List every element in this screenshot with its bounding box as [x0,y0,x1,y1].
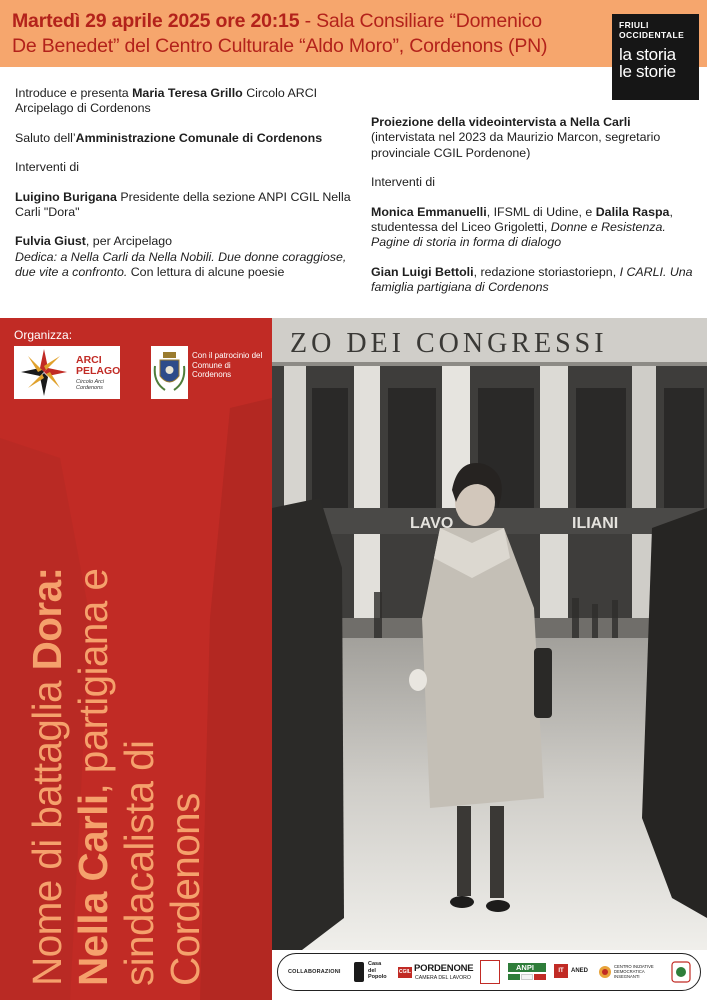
casa-text-1: Casa [368,961,382,967]
event-date-venue-line1 [12,9,542,33]
speaker2-name: Fulvia Giust [15,234,86,249]
event-venue-line2: De Benedet” del Centro Culturale “Aldo Moro”, Cordenons (PN) [12,35,548,57]
title-line-4: Cordenons [162,793,208,986]
title-line1-light: Nome di battaglia [24,670,70,986]
speaker1-role: Presidente della sezione ANPI CGIL Nella Carli "Dora" [15,189,351,220]
event-venue-start: - Sala Consiliare “Domenico [299,10,542,32]
program-saluto [15,131,360,146]
title-line-1 [24,416,70,986]
round-badge-icon [670,960,692,984]
banner-text-right: ILIANI [572,515,619,532]
program-speaker-3 [371,205,699,251]
patrocinio-text: Con il patrocinio del Comune di Cordenons [192,351,263,379]
aned-logo [554,960,592,984]
badge-title-line1: la storia [619,45,676,64]
cidi-logo [598,960,658,984]
badge-region-line2: OCCIDENTALE [619,30,685,40]
camera-lavoro-text: CAMERA DEL LAVORO [415,975,471,981]
speaker3-mid: , IFSML di Udine, e [486,204,596,219]
cgil-pordenone-logo [398,960,476,984]
speaker3b-name: Dalila Raspa [595,204,670,219]
intro-prefix: Introduce e presenta [15,86,133,100]
title-line-3: sindacalista di [116,740,162,986]
program-left-column [15,86,360,295]
title-line2-bold: Nella Carli [70,794,116,986]
speaker3-talk-title: Donne e Resistenza. Pagine di storia in forma di dialogo [371,220,666,250]
speaker4-role: , redazione storiastoriepn, [473,264,620,279]
aned-text: ANED [571,968,589,974]
casa-text-3: Popolo [368,974,387,980]
intro-rest: Circolo ARCI Arcipelago di Cordenons [15,86,318,116]
program-intro [15,86,360,117]
anpi-text: ANPI [516,963,534,972]
header-band [0,0,707,67]
program-interventi-heading: Interventi di [15,160,80,175]
event-title [24,416,208,986]
historical-photo [272,318,707,950]
speaker4-name: Gian Luigi Bettoli [371,264,474,279]
building-sign-text: ZO DEI CONGRESSI [290,328,608,359]
speaker2-role: , per Arcipelago [85,234,173,249]
title-line-2 [70,416,116,986]
casa-fist-icon [352,960,366,984]
crest-icon [151,346,188,399]
program-proiezione [371,115,699,161]
arci-name-line2: PELAGO [76,365,121,377]
anpi-logo [508,960,546,984]
saluto-prefix: Saluto dell’ [15,130,76,145]
badge-region-line1: FRIULI [619,20,649,30]
speaker2-dedica: Dedica: a Nella Carli da Nella Nobili. Due donne coraggiose, due vite a confronto. [15,249,347,280]
cgil-mark: CGIL [398,967,412,978]
event-date-time: Martedì 29 aprile 2025 ore 20:15 [12,10,300,32]
red-emblem-logo [480,960,500,984]
banner-text-left: LAVO [410,515,454,532]
collaborazioni-label: COLLABORAZIONI [288,969,341,975]
arci-sub-line1: Circolo Arci [76,379,104,385]
compass-rose-icon [18,346,70,399]
title-line2-light: , partigiana e [70,568,116,795]
program-speaker-2 [15,234,360,280]
pordenone-text: PORDENONE [414,963,474,974]
speaker2-tail: Con lettura di alcune poesie [127,265,285,280]
arci-sub-line2: Cordenons [76,385,103,391]
intro-name: Maria Teresa Grillo [132,86,243,100]
la-storia-le-storie-logo [612,14,699,100]
arcipelago-logo [14,346,120,399]
collaborazioni-bar [277,953,701,991]
cidi-text-3: INSEGNANTI [614,974,640,979]
it-mark: IT [554,964,568,978]
speaker3-name: Monica Emmanuelli [371,204,487,219]
title-line1-bold: Dora: [24,567,70,671]
program-speaker-4 [371,265,699,296]
casa-del-popolo-logo [352,960,392,984]
speaker3b-role: , studentessa del Liceo Grigoletti, [371,204,673,235]
program-speaker-1 [15,190,360,221]
cidi-text-1: CENTRO INIZIATIVE [614,964,654,969]
cordenons-crest [151,346,188,399]
badge-title-line2: le storie [619,62,676,81]
proiezione-title: Proiezione della videointervista a Nella Carli [371,115,631,129]
round-badge-logo [670,960,692,984]
speaker1-name: Luigino Burigana [15,189,117,204]
cidi-text-2: DEMOCRATICA [614,969,645,974]
proiezione-note: (intervistata nel 2023 da Maurizio Marcon, segretario provinciale CGIL Pordenone) [371,130,661,160]
arci-name-line1: ARCI [76,354,102,366]
organizza-label: Organizza: [14,328,73,342]
casa-text-2: del [368,967,376,974]
program-right-column [371,115,699,310]
photo-illustration [272,318,707,950]
cidi-circle-icon [598,965,612,979]
speaker4-talk-title: I CARLI. Una famiglia partigiana di Cordenons [371,264,693,295]
program-interventi-heading-right: Interventi di [371,175,436,190]
saluto-bold: Amministrazione Comunale di Cordenons [75,130,323,145]
